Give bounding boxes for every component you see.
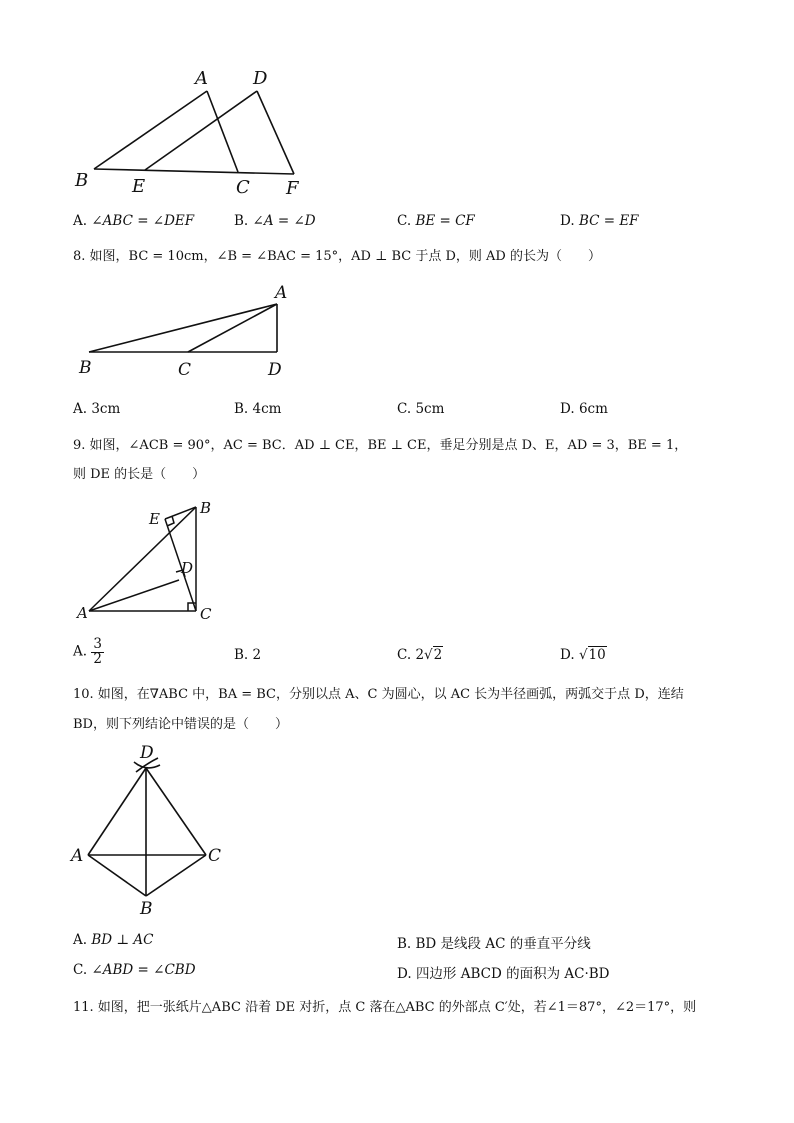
label-E: E	[149, 510, 160, 528]
q7-option-a[interactable]: A. ∠ABC = ∠DEF	[73, 213, 195, 229]
q7-option-c[interactable]: C. BE = CF	[397, 213, 475, 229]
label-C: C	[200, 605, 212, 623]
q10-stem-line2: BD，则下列结论中错误的是（ ）	[73, 717, 288, 732]
q8-option-d[interactable]: D. 6cm	[560, 401, 608, 417]
q10-option-d[interactable]: D. 四边形 ABCD 的面积为 AC·BD	[397, 966, 610, 982]
q11-stem-line1: 11. 如图，把一张纸片△ABC 沿着 DE 对折，点 C 落在△ABC 的外部点 C′处，若∠1＝87°，∠2＝17°，则	[73, 1000, 697, 1015]
q9-option-c[interactable]: C. 2√2	[397, 647, 443, 663]
q8-option-c[interactable]: C. 5cm	[397, 401, 445, 417]
q9-option-b[interactable]: B. 2	[234, 647, 262, 663]
label-C: C	[208, 846, 222, 866]
q8-option-b[interactable]: B. 4cm	[234, 401, 282, 417]
figure-q10	[68, 740, 238, 920]
label-D: D	[268, 360, 282, 380]
sqrt-icon: √	[578, 647, 588, 663]
label-C: C	[178, 360, 192, 380]
q7-option-b[interactable]: B. ∠A = ∠D	[234, 213, 316, 229]
figure-q9	[75, 495, 225, 630]
q10-option-c[interactable]: C. ∠ABD = ∠CBD	[73, 962, 196, 978]
q9-stem-line1: 9. 如图，∠ACB = 90°，AC = BC．AD ⊥ CE，BE ⊥ CE，垂足分别是点 D、E，AD = 3，BE = 1，	[73, 438, 688, 453]
q8-stem: 8. 如图，BC = 10cm，∠B = ∠BAC = 15°，AD ⊥ BC 于点 D，则 AD 的长为（ ）	[73, 249, 601, 264]
q9-option-a[interactable]: A. $\frac{3}{2}$	[73, 636, 102, 667]
q8-option-a[interactable]: A. 3cm	[73, 401, 121, 417]
label-D: D	[181, 559, 194, 577]
figure-q7	[70, 62, 340, 202]
label-A: A	[71, 846, 84, 866]
label-C: C	[236, 177, 250, 198]
figure-q8	[75, 278, 305, 383]
label-B: B	[75, 170, 89, 191]
label-D: D	[253, 68, 268, 89]
q10-option-b[interactable]: B. BD 是线段 AC 的垂直平分线	[397, 936, 591, 952]
q10-stem-line1: 10. 如图，在∇ABC 中，BA = BC，分别以点 A、C 为圆心，以 AC 长为半径画弧，两弧交于点 D，连结	[73, 687, 684, 702]
label-A: A	[77, 604, 88, 622]
label-B: B	[79, 358, 92, 378]
label-B: B	[200, 499, 212, 517]
fraction: $\frac{3}{2}$	[93, 636, 102, 667]
label-A: A	[275, 283, 288, 303]
q7-option-d[interactable]: D. BC = EF	[560, 213, 639, 229]
q9-option-d[interactable]: D. √10	[560, 647, 606, 663]
label-E: E	[132, 176, 146, 197]
label-D: D	[140, 743, 154, 763]
sqrt-icon: √	[424, 647, 433, 663]
label-F: F	[286, 178, 299, 199]
q10-option-a[interactable]: A. BD ⊥ AC	[73, 932, 154, 948]
label-A: A	[195, 68, 208, 89]
q9-stem-line2: 则 DE 的长是（ ）	[73, 467, 206, 482]
label-B: B	[140, 899, 153, 919]
